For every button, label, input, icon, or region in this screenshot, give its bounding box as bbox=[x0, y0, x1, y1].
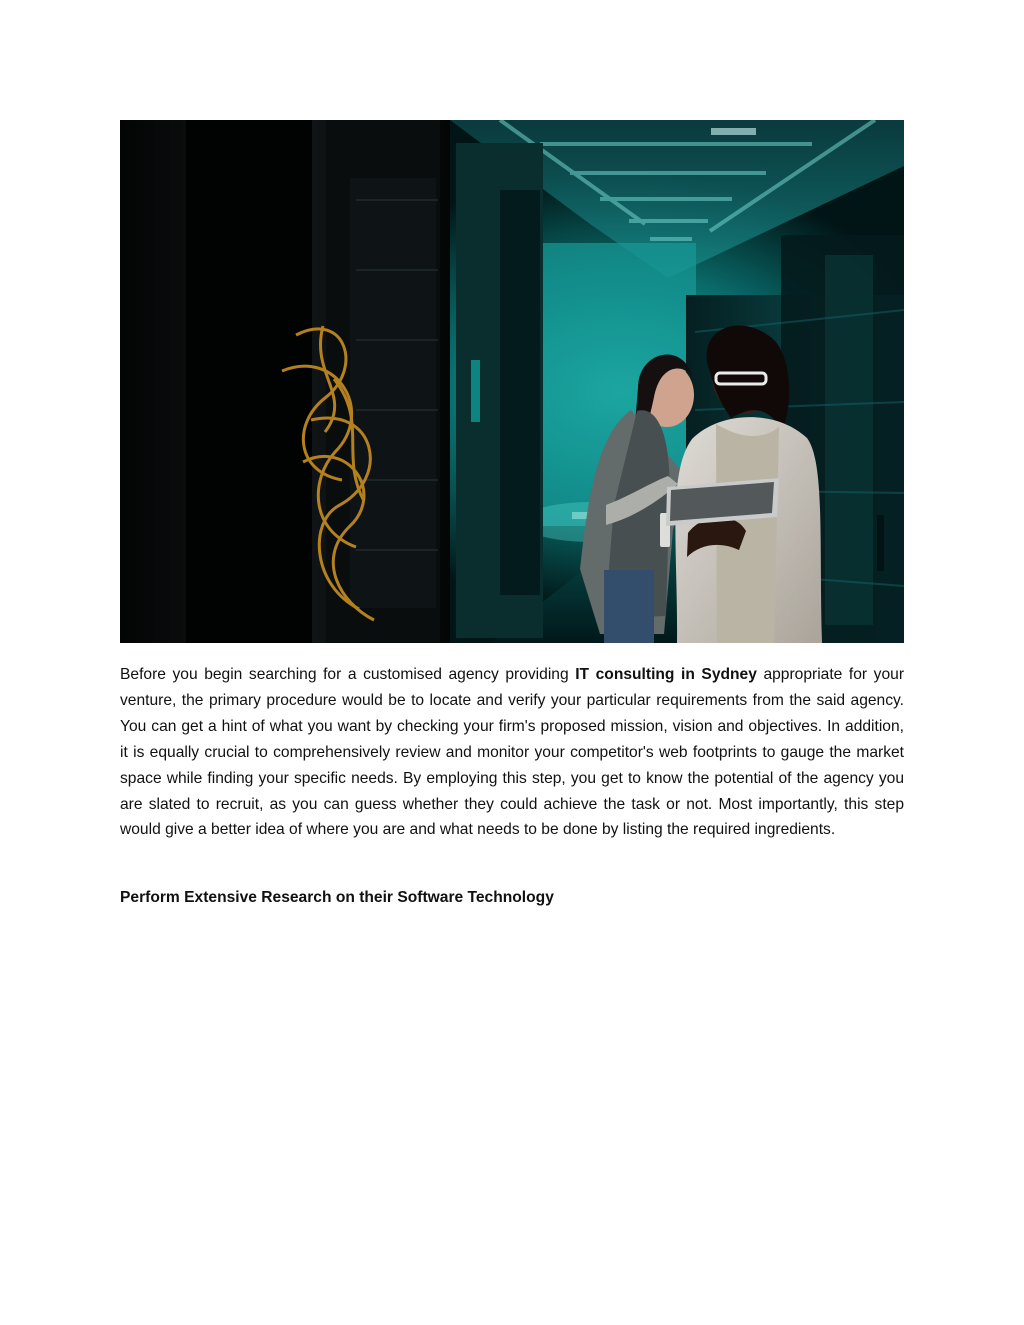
section-heading: Perform Extensive Research on their Software Technology bbox=[120, 889, 554, 906]
paragraph-intro: Before you begin searching for a customised agency providing bbox=[120, 666, 576, 683]
it-consulting-emphasis: IT consulting in Sydney bbox=[575, 666, 757, 683]
server-room-photo bbox=[120, 120, 904, 643]
paragraph-continuation: appropriate for your venture, the primary procedure would be to locate and verify your particular requirements from the said agency. You can get a hint of what you want by checking your firm's proposed mission, vision and objectives. In addition, it is equally crucial to comprehensively review and monitor your competitor's web footprints to gauge the market space while finding your specific needs. By employing this step, you get to know the potential of the agency you are slated to recruit, as you can guess whether they could achieve the task or not. Most importantly, this step would give a better idea of where you are and what needs to be done by listing the required ingredients. bbox=[120, 666, 905, 839]
photo-icon bbox=[120, 120, 904, 643]
body-paragraph bbox=[120, 662, 904, 843]
